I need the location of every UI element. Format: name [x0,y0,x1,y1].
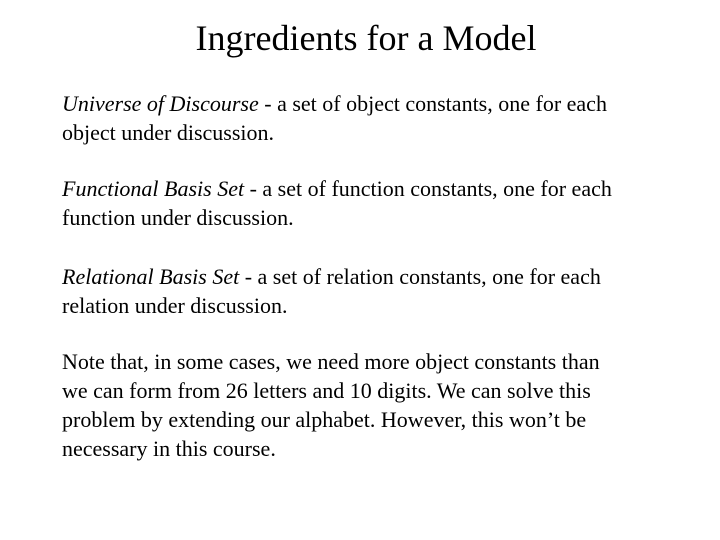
definition-line-continued: relation under discussion. [62,293,288,318]
note-line: Note that, in some cases, we need more object constants than [62,349,600,374]
definition-universe-of-discourse [62,89,682,147]
slide-title: Ingredients for a Model [195,18,537,58]
definition-term: Universe of Discourse [62,91,259,116]
definition-relational-basis-set [62,262,682,320]
definition-text: - a set of object constants, one for each [258,91,607,116]
definition-line [62,174,682,203]
definition-line [62,262,682,291]
definition-line [62,89,682,118]
definition-line-continued: object under discussion. [62,120,275,145]
note-line: we can form from 26 letters and 10 digits. We can solve this [62,378,591,403]
definition-functional-basis-set [62,174,682,232]
definition-term: Relational Basis Set [62,264,240,289]
note-paragraph [62,347,682,463]
definition-text: - a set of function constants, one for each [244,176,612,201]
note-line: necessary in this course. [62,436,276,461]
definition-line-continued: function under discussion. [62,205,294,230]
definition-text: - a set of relation constants, one for each [239,264,601,289]
note-line: problem by extending our alphabet. However, this won’t be [62,407,587,432]
definition-term: Functional Basis Set [62,176,245,201]
